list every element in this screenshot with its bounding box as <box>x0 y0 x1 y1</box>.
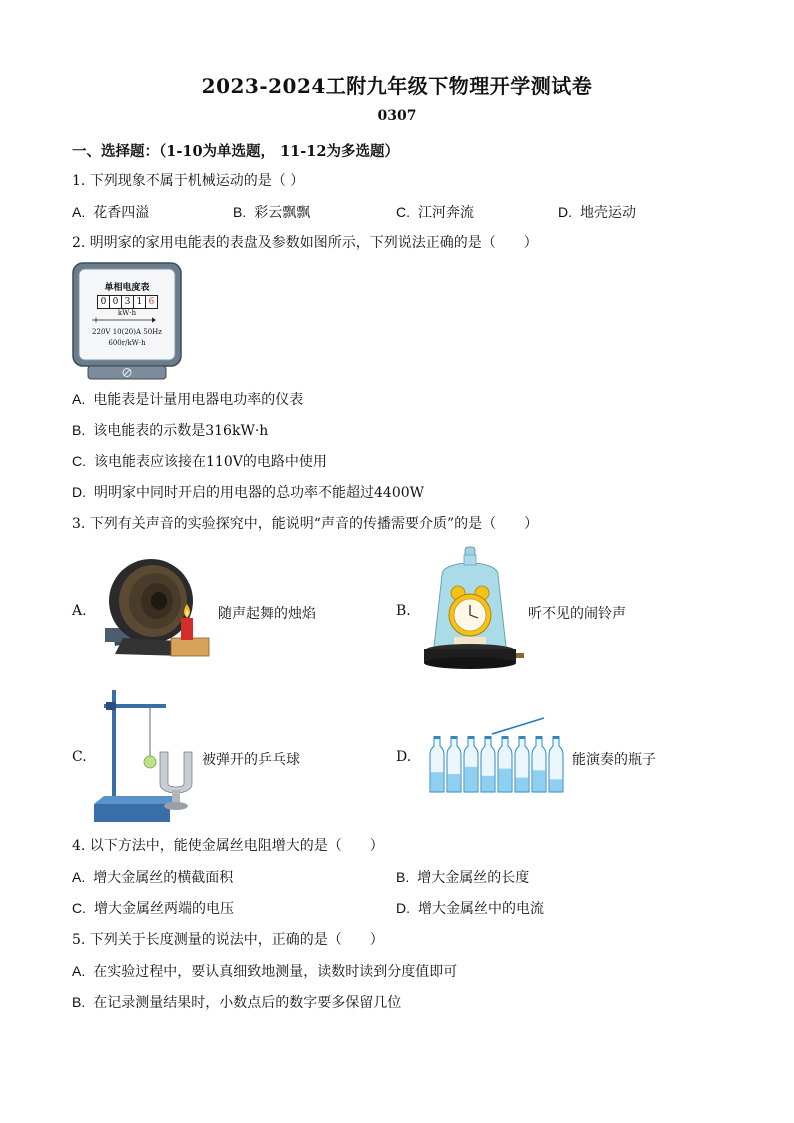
bottle <box>447 736 461 792</box>
tuning-fork-figure <box>92 688 204 828</box>
meter-unit: kW·h <box>117 309 137 317</box>
bottle <box>532 736 546 792</box>
meter-digit: 0 <box>110 295 122 309</box>
q3-option-a-label: A. <box>72 603 87 619</box>
bottle <box>481 736 495 792</box>
q2-option-c: C. 该电能表应该接在110V的电路中使用 <box>72 453 327 470</box>
q4-option-d: D. 增大金属丝中的电流 <box>396 900 544 917</box>
q3-option-a-caption: 随声起舞的烛焰 <box>218 606 316 622</box>
bottle <box>515 736 529 792</box>
speaker-candle-figure <box>93 556 213 661</box>
meter-digits <box>97 295 158 309</box>
q4-option-c: C. 增大金属丝两端的电压 <box>72 900 234 917</box>
meter-digit: 1 <box>134 295 146 309</box>
q4-option-b: B. 增大金属丝的长度 <box>396 869 530 886</box>
question-3-stem: 3. 下列有关声音的实验探究中，能说明“声音的传播需要介质”的是（ ） <box>72 516 539 532</box>
water-bottles-figure <box>426 712 574 796</box>
bell-jar-alarm-figure <box>420 545 528 673</box>
bottle <box>549 736 563 792</box>
question-2-stem: 2. 明明家的家用电能表的表盘及参数如图所示，下列说法正确的是（ ） <box>72 235 538 251</box>
q2-option-d: D. 明明家中同时开启的用电器的总功率不能超过4400W <box>72 484 425 501</box>
meter-revolutions: 600r/kW·h <box>108 339 146 347</box>
q3-option-d-caption: 能演奏的瓶子 <box>572 752 656 768</box>
q3-option-d-label: D. <box>396 749 412 765</box>
section-heading: 一、选择题：（1-10为单选题， 11-12为多选题） <box>72 143 399 160</box>
bottle <box>430 736 444 792</box>
page-title: 2023-2024工附九年级下物理开学测试卷 <box>201 74 593 98</box>
bottle <box>498 736 512 792</box>
page-subtitle: 0307 <box>377 108 417 124</box>
q5-option-b: B. 在记录测量结果时，小数点后的数字要多保留几位 <box>72 994 402 1011</box>
q4-option-a: A. 增大金属丝的横截面积 <box>72 869 234 886</box>
meter-digit-decimal: 6 <box>146 295 158 309</box>
q2-option-b: B. 该电能表的示数是316kW·h <box>72 422 269 439</box>
q3-option-c-label: C. <box>72 749 87 765</box>
q1-option-d: D. 地壳运动 <box>558 204 636 221</box>
q2-option-a: A. 电能表是计量用电器电功率的仪表 <box>72 391 304 408</box>
q1-option-c: C. 江河奔流 <box>396 204 474 221</box>
q1-option-b: B. 彩云飘飘 <box>233 204 311 221</box>
question-5-stem: 5. 下列关于长度测量的说法中，正确的是（ ） <box>72 932 384 948</box>
question-4-stem: 4. 以下方法中，能使金属丝电阻增大的是（ ） <box>72 838 384 854</box>
meter-spec: 220V 10(20)A 50Hz <box>92 328 162 336</box>
meter-digit: 0 <box>97 295 110 309</box>
q1-option-a: A. 花香四溢 <box>72 204 150 221</box>
bottle <box>464 736 478 792</box>
q3-option-b-caption: 听不见的闹铃声 <box>528 606 626 622</box>
q5-option-a: A. 在实验过程中，要认真细致地测量，读数时读到分度值即可 <box>72 963 458 980</box>
question-1-stem: 1. 下列现象不属于机械运动的是（ ） <box>72 173 305 189</box>
meter-digit: 3 <box>122 295 134 309</box>
meter-title: 单相电度表 <box>104 283 150 293</box>
q3-option-b-label: B. <box>396 603 411 619</box>
q3-option-c-caption: 被弹开的乒乓球 <box>202 752 300 768</box>
